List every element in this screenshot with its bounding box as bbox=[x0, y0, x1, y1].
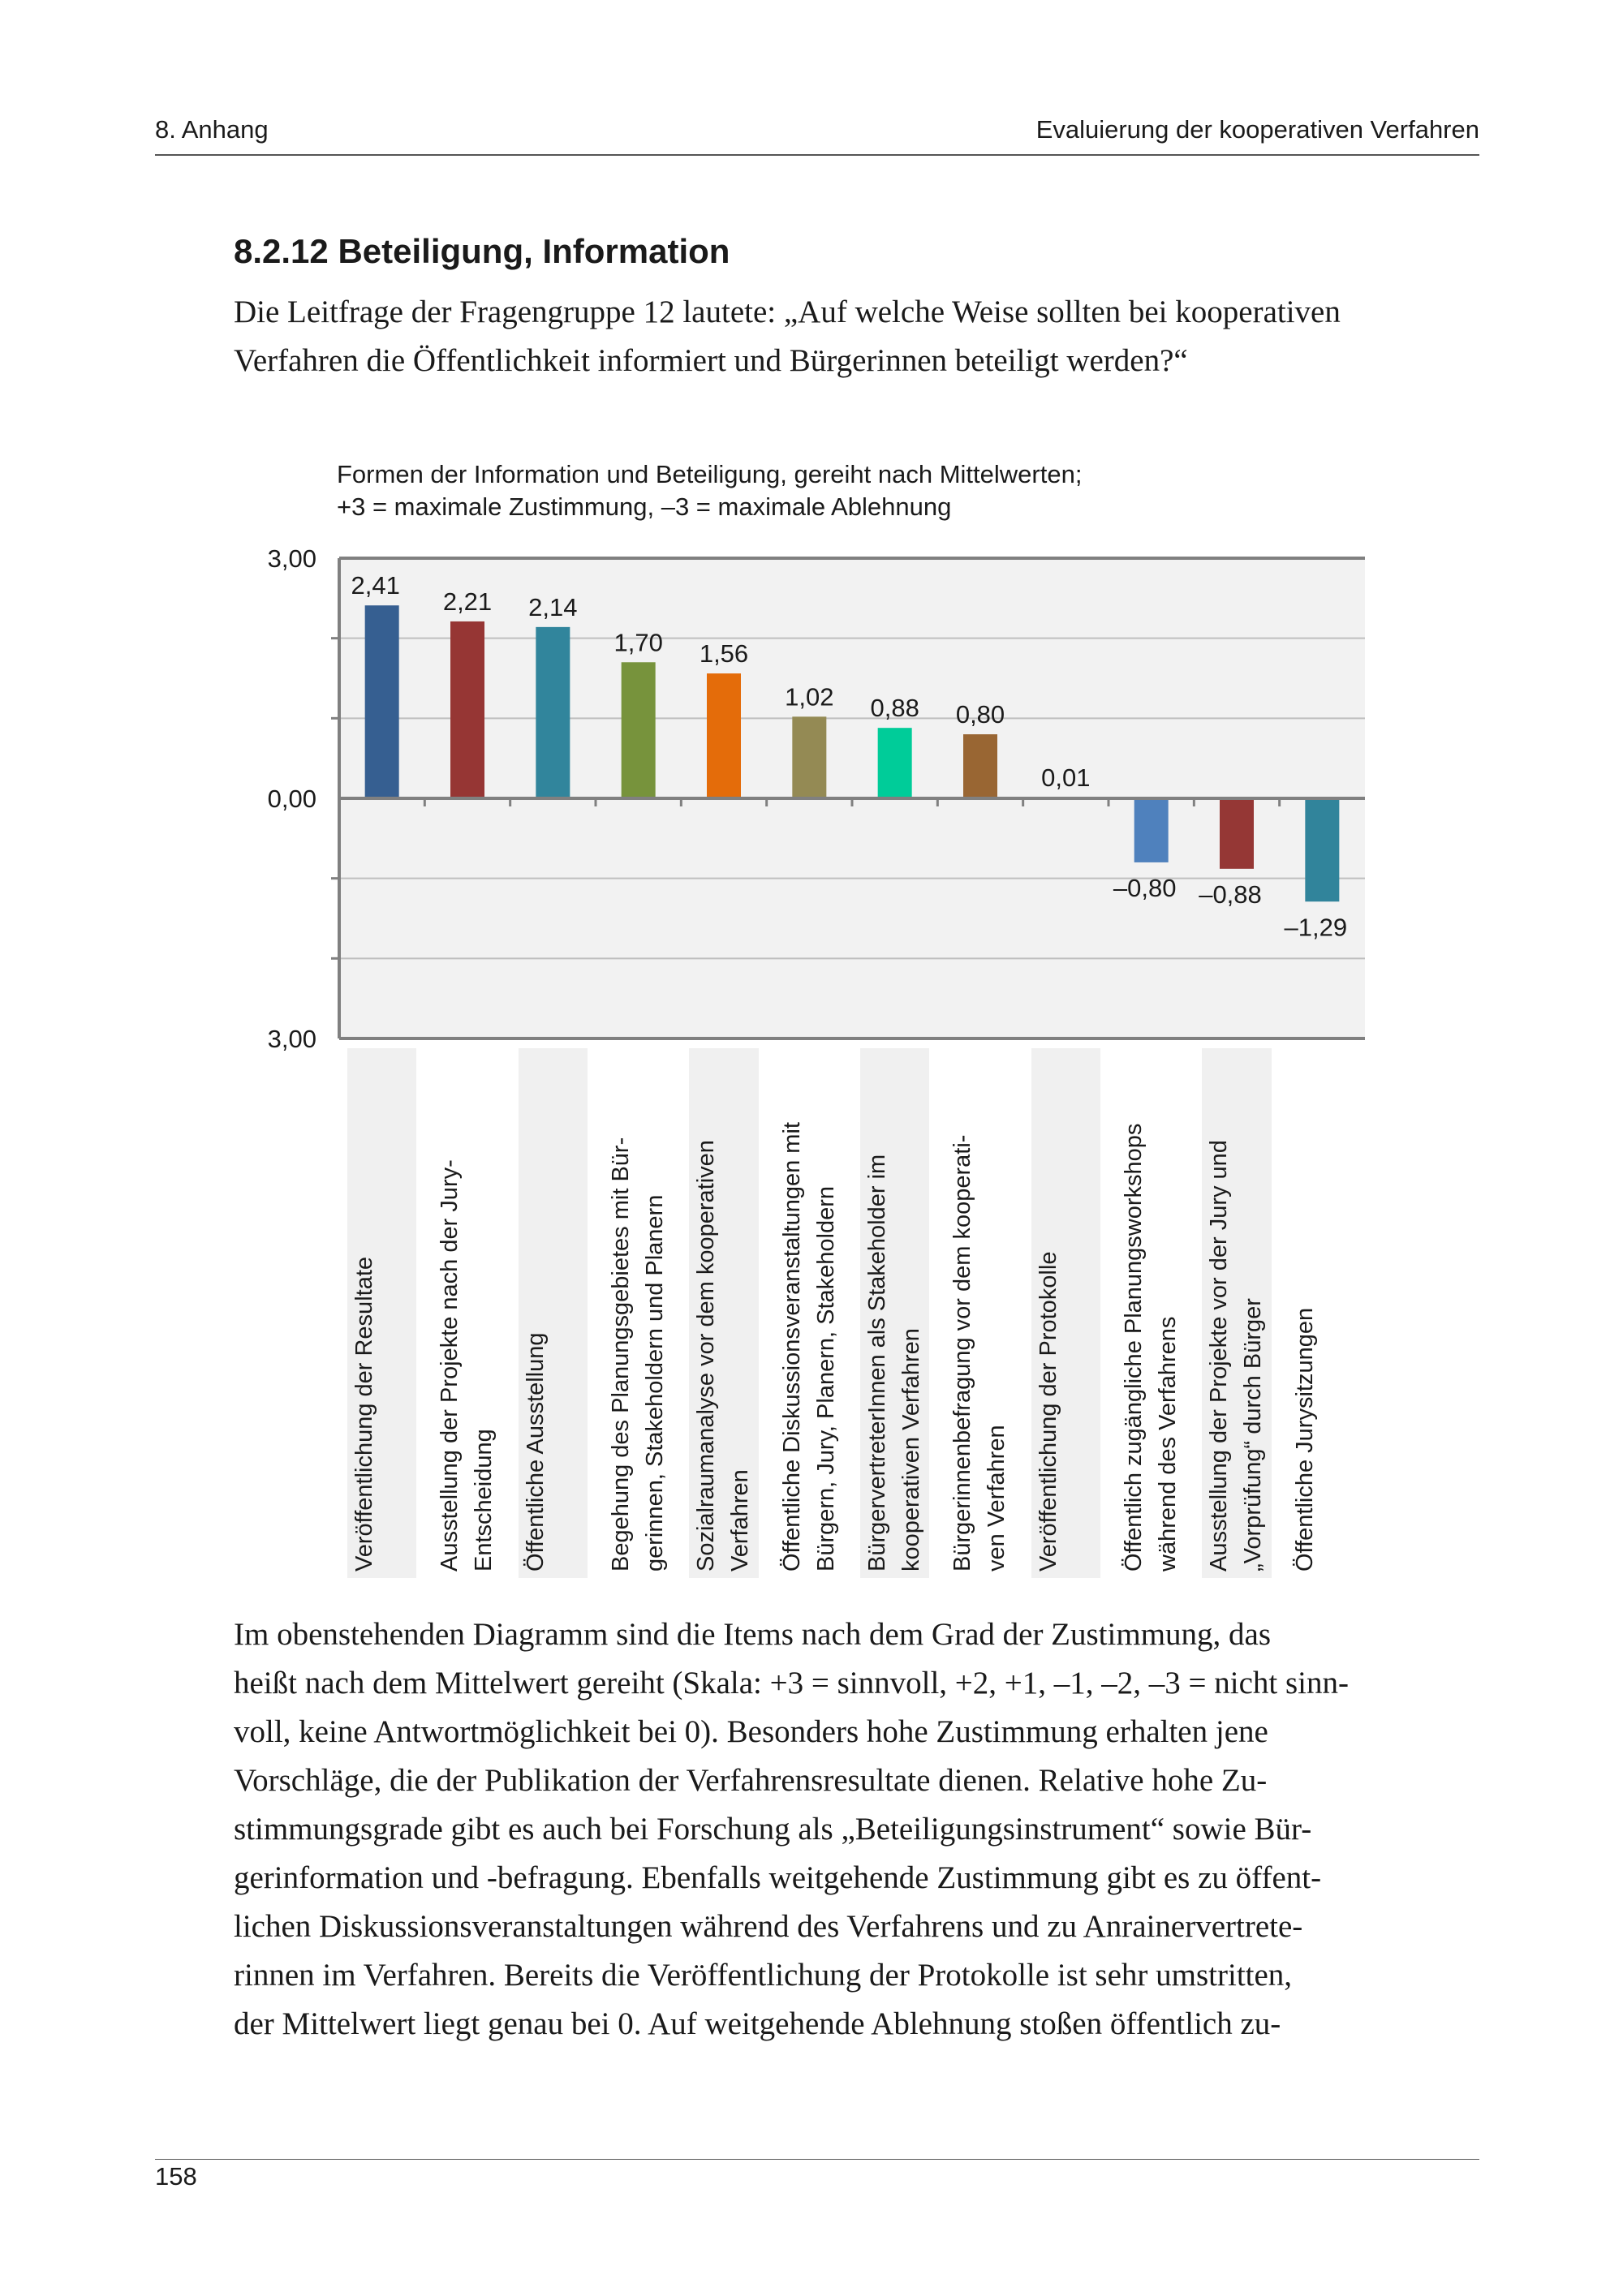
data-label: 2,41 bbox=[351, 571, 400, 600]
bar bbox=[450, 621, 484, 798]
data-label: 0,01 bbox=[1041, 763, 1091, 793]
x-axis-label-line: Öffentliche Ausstellung bbox=[522, 1332, 549, 1572]
x-axis-label-text bbox=[347, 1048, 381, 1572]
x-axis-label bbox=[519, 1048, 588, 1578]
running-header-title: Evaluierung der kooperativen Verfahren bbox=[1035, 115, 1479, 144]
body-line: heißt nach dem Mittelwert gereiht (Skala: +3 = sinnvoll, +2, +1, –1, –2, –3 = nicht sinn- bbox=[234, 1666, 1350, 1701]
x-axis-label-text bbox=[1288, 1048, 1322, 1572]
bar bbox=[1305, 798, 1339, 901]
x-axis-label bbox=[860, 1048, 929, 1578]
x-axis-label bbox=[433, 1048, 502, 1578]
x-axis-label-line: gerinnen, Stakeholdern und Planern bbox=[642, 1194, 668, 1572]
x-axis-label-line: Veröffentlichung der Protokolle bbox=[1035, 1251, 1061, 1572]
intro-line: Verfahren die Öffentlichkeit informiert und Bürgerinnen beteiligt werden?“ bbox=[234, 343, 1188, 378]
body-line: der Mittelwert liegt genau bei 0. Auf weitgehende Ablehnung stoßen öffentlich zu- bbox=[234, 2006, 1281, 2041]
x-axis-label-line: während des Verfahrens bbox=[1155, 1316, 1181, 1572]
bar bbox=[622, 662, 656, 798]
data-label: –0,80 bbox=[1113, 873, 1177, 902]
body-line: stimmungsgrade gibt es auch bei Forschung als „Beteiligungsinstrument“ sowie Bür- bbox=[234, 1812, 1312, 1847]
x-axis-label bbox=[1117, 1048, 1186, 1578]
page-number: 158 bbox=[155, 2162, 197, 2191]
bar bbox=[1134, 798, 1169, 862]
data-label: 2,14 bbox=[528, 592, 578, 621]
x-axis-label-line: „Vorprüfung“ durch Bürger bbox=[1240, 1298, 1267, 1572]
bar bbox=[536, 627, 570, 798]
x-axis-label-line: Verfahren bbox=[727, 1469, 754, 1572]
data-label: 1,56 bbox=[699, 639, 749, 669]
x-axis-label-text bbox=[604, 1048, 672, 1572]
running-header-chapter: 8. Anhang bbox=[155, 115, 269, 144]
x-axis-label-line: Öffentliche Jurysitzungen bbox=[1291, 1307, 1318, 1572]
data-label: 0,88 bbox=[870, 694, 919, 723]
data-label: –1,29 bbox=[1284, 913, 1348, 942]
x-axis-label-text bbox=[775, 1048, 843, 1572]
bar bbox=[878, 728, 912, 798]
data-label: 1,02 bbox=[785, 682, 834, 712]
section-title: 8.2.12 Beteiligung, Information bbox=[234, 232, 730, 270]
x-axis-label-text bbox=[860, 1048, 928, 1572]
body-line: lichen Diskussionsveranstaltungen während des Verfahrens und zu Anrainervertrete- bbox=[234, 1909, 1303, 1944]
y-tick-label: 3,00 bbox=[267, 1025, 316, 1053]
x-axis-label bbox=[945, 1048, 1014, 1578]
bar bbox=[707, 673, 741, 798]
x-axis-label-text bbox=[433, 1048, 501, 1572]
data-label: 2,21 bbox=[442, 587, 493, 616]
x-axis-label bbox=[775, 1048, 844, 1578]
x-axis-label-text bbox=[689, 1048, 757, 1572]
x-axis-label-text bbox=[519, 1048, 553, 1572]
x-axis-label-line: Entscheidung bbox=[471, 1429, 497, 1572]
x-axis-label bbox=[604, 1048, 673, 1578]
x-axis-label bbox=[1202, 1048, 1271, 1578]
body-line: gerinformation und -befragung. Ebenfalls weitgehende Zustimmung gibt es zu öffent- bbox=[234, 1860, 1322, 1895]
x-axis-label-line: BürgervertreterInnen als Stakeholder im bbox=[864, 1154, 890, 1572]
footer-rule bbox=[155, 2159, 1479, 2160]
data-label: 0,80 bbox=[955, 700, 1005, 729]
bar bbox=[963, 734, 997, 798]
x-axis-label bbox=[689, 1048, 758, 1578]
data-label: –0,88 bbox=[1199, 879, 1262, 909]
x-axis-label-text bbox=[1031, 1048, 1065, 1572]
chart-subtitle: +3 = maximale Zustimmung, –3 = maximale Ablehnung bbox=[337, 492, 952, 521]
x-axis-label-text bbox=[945, 1048, 1014, 1572]
intro-line: Die Leitfrage der Fragengruppe 12 lautete: „Auf welche Weise sollten bei kooperativen bbox=[234, 295, 1341, 329]
x-axis-label-line: kooperativen Verfahren bbox=[898, 1328, 924, 1572]
x-axis-label-text bbox=[1117, 1048, 1185, 1572]
bar bbox=[365, 605, 399, 798]
body-line: voll, keine Antwortmöglichkeit bei 0). Besonders hohe Zustimmung erhalten jene bbox=[234, 1714, 1268, 1749]
x-axis-label-line: Öffentlich zugängliche Planungsworkshops bbox=[1121, 1123, 1147, 1572]
x-axis-label-line: Öffentliche Diskussionsveranstaltungen mit bbox=[778, 1122, 805, 1572]
x-axis-label-text bbox=[1202, 1048, 1270, 1572]
body-paragraph bbox=[234, 1610, 1419, 2049]
x-axis-label-line: Ausstellung der Projekte nach der Jury- bbox=[437, 1159, 463, 1572]
bar bbox=[1220, 798, 1254, 869]
body-line: rinnen im Verfahren. Bereits die Veröffentlichung der Protokolle ist sehr umstritten, bbox=[234, 1958, 1293, 1993]
body-line: Vorschläge, die der Publikation der Verfahrensresultate dienen. Relative hohe Zu- bbox=[234, 1763, 1268, 1798]
x-axis-label-line: ven Verfahren bbox=[984, 1425, 1010, 1572]
body-line: Im obenstehenden Diagramm sind die Items nach dem Grad der Zustimmung, das bbox=[234, 1617, 1272, 1652]
x-axis-label-line: Bürgern, Jury, Planern, Stakeholdern bbox=[812, 1185, 839, 1572]
x-axis-label-line: Sozialraumanalyse vor dem kooperativen bbox=[693, 1140, 720, 1572]
x-axis-label-line: Veröffentlichung der Resultate bbox=[351, 1256, 377, 1572]
x-axis-label-line: Ausstellung der Projekte vor der Jury und bbox=[1206, 1140, 1233, 1572]
x-axis-label-line: Bürgerinnenbefragung vor dem kooperati- bbox=[949, 1134, 976, 1572]
y-tick-label: 3,00 bbox=[267, 544, 316, 573]
x-axis-label bbox=[1031, 1048, 1100, 1578]
x-axis-label bbox=[347, 1048, 416, 1578]
bar bbox=[792, 716, 826, 798]
y-tick-label: 0,00 bbox=[267, 785, 316, 813]
chart-title-line: Formen der Information und Beteiligung, gereiht nach Mittelwerten; bbox=[337, 460, 1083, 488]
x-axis-label bbox=[1288, 1048, 1357, 1578]
data-label: 1,70 bbox=[613, 628, 663, 657]
x-axis-label-line: Begehung des Planungsgebietes mit Bür- bbox=[608, 1137, 634, 1572]
